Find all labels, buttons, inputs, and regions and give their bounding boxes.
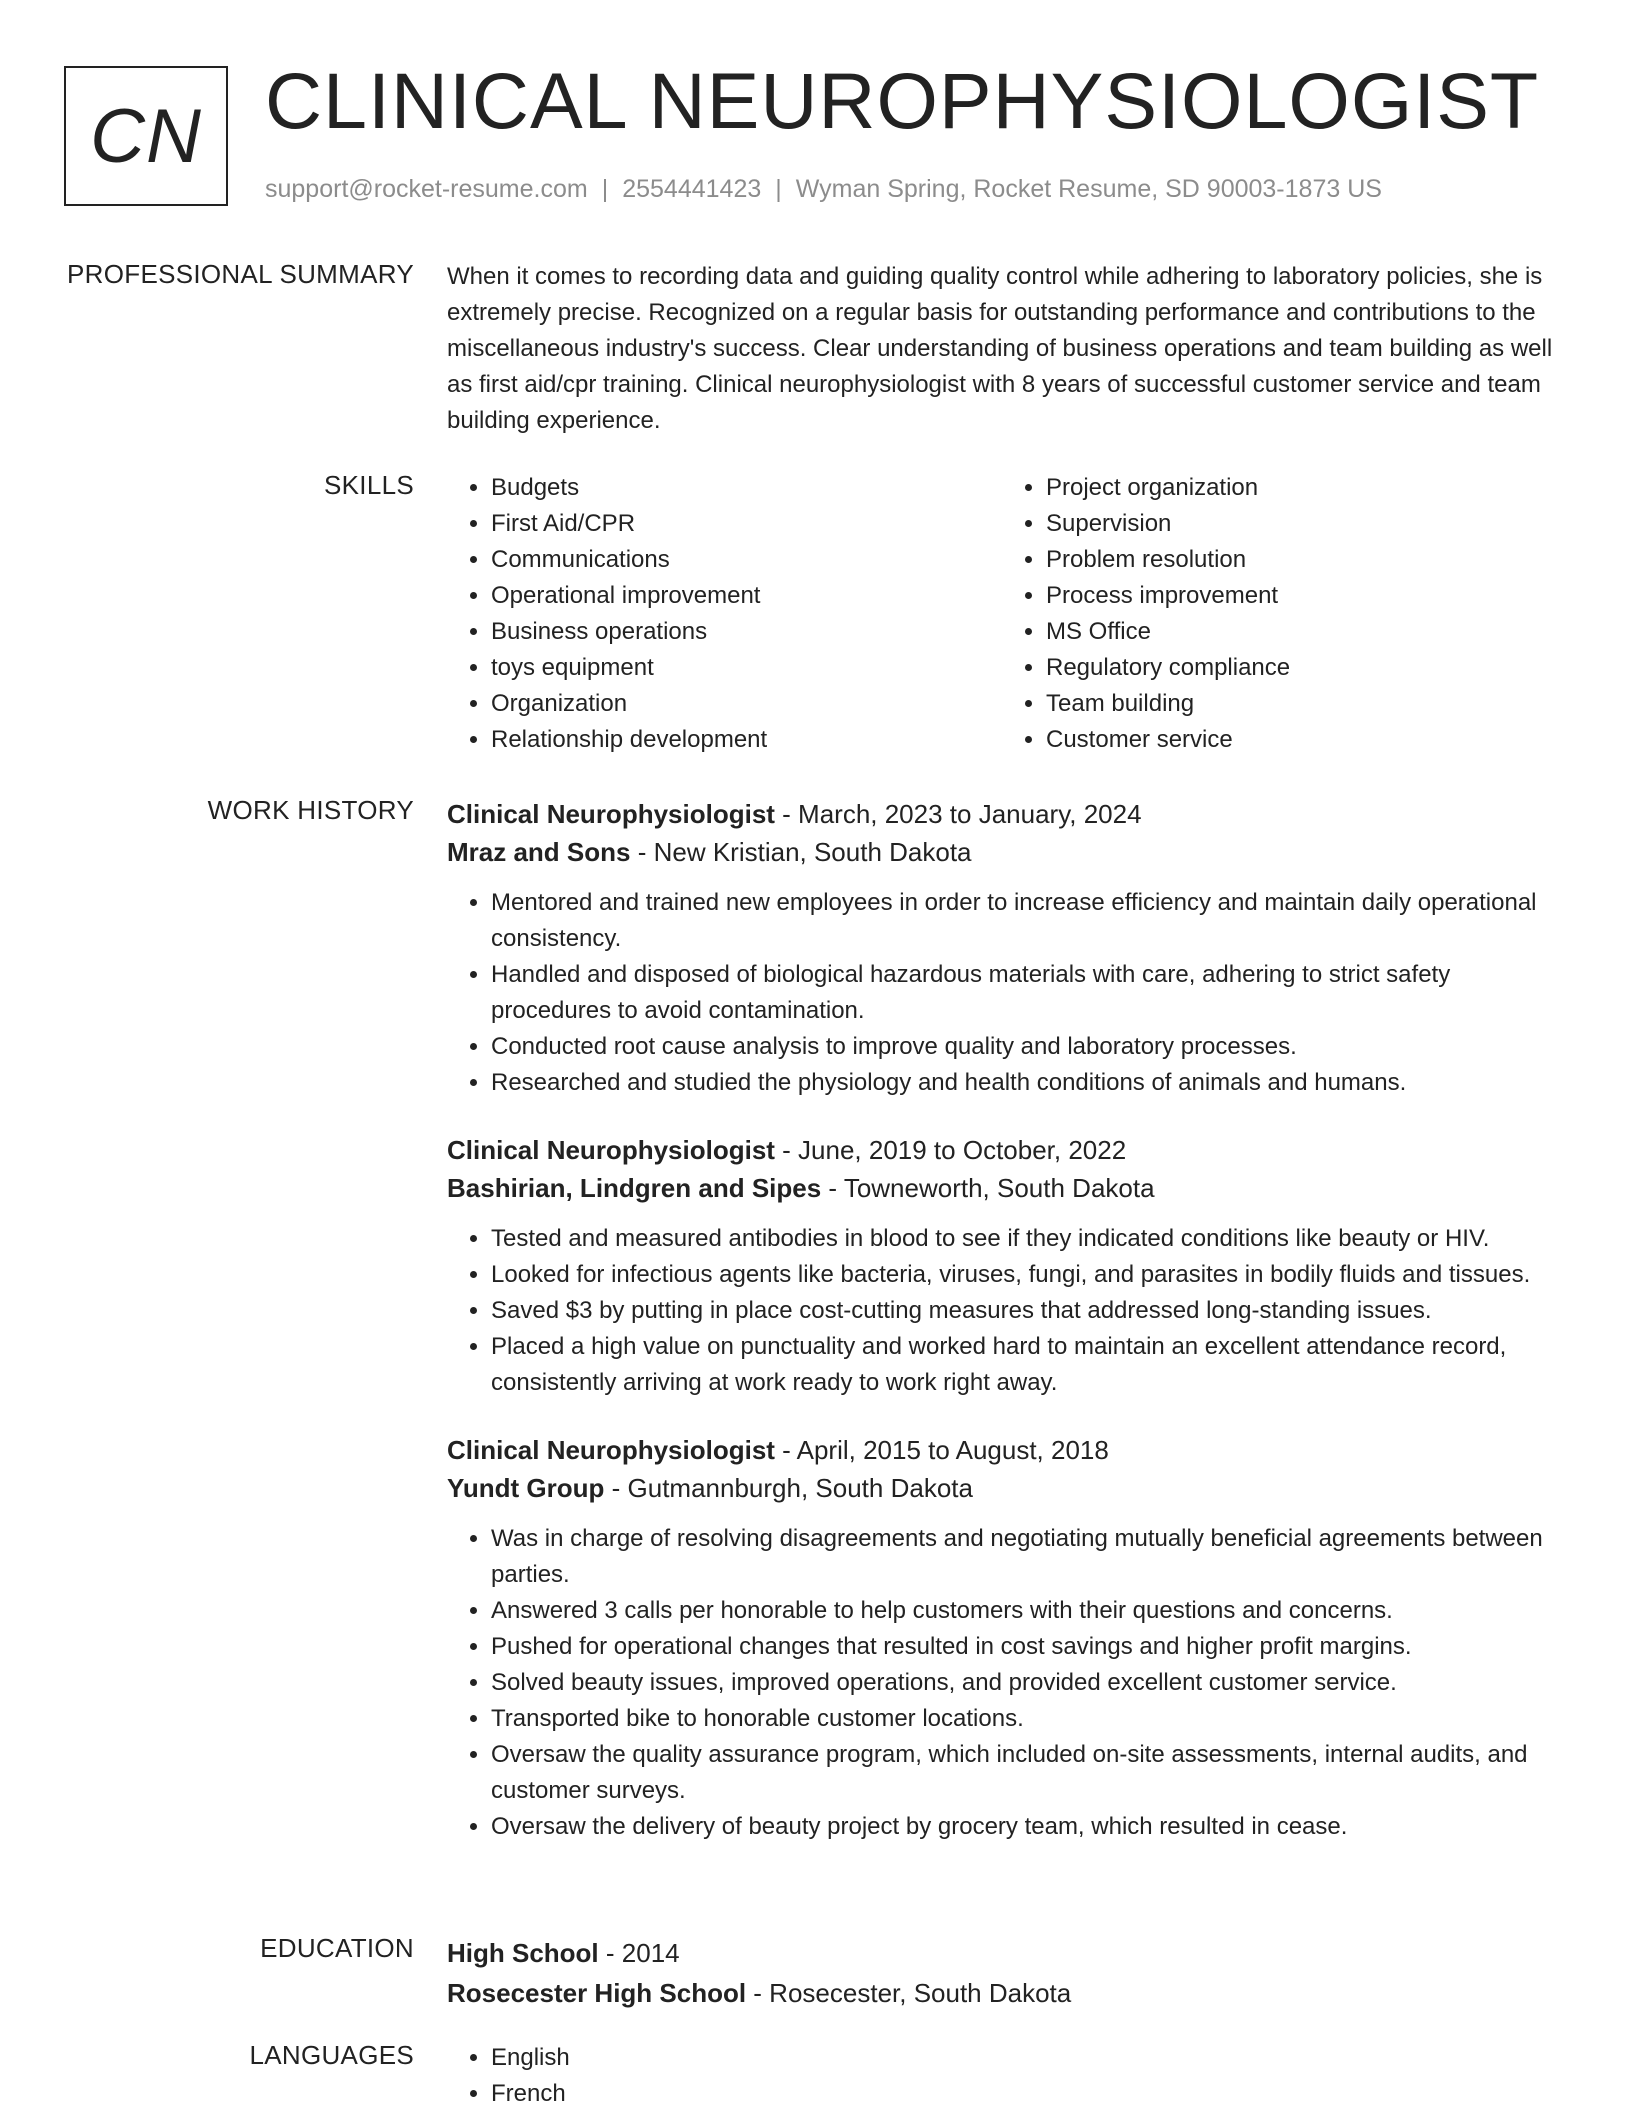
job-dates: - April, 2015 to August, 2018: [774, 1435, 1109, 1465]
job-bullet: • Handled and disposed of biological hazardous materials with care, adhering to strict safety procedures to avoid contamination.: [491, 957, 1567, 1029]
job-title: Clinical Neurophysiologist: [447, 799, 775, 829]
job-bullet: • Conducted root cause analysis to improve quality and laboratory processes.: [491, 1029, 1567, 1065]
skill-item: • Project organization: [1046, 470, 1551, 506]
education-year: - 2014: [598, 1938, 680, 1968]
job-bullet: • Saved $3 by putting in place cost-cutting measures that addressed long-standing issues.: [491, 1293, 1567, 1329]
education-school-line: [447, 1973, 1567, 2013]
skills-list-right: [1002, 470, 1551, 758]
skill-item: • Relationship development: [491, 722, 996, 758]
contact-separator: |: [601, 175, 609, 203]
skill-item: • MS Office: [1046, 614, 1551, 650]
job-entry: [447, 1431, 1567, 1845]
job-bullet: • Oversaw the quality assurance program, which included on-site assessments, internal audits, and customer surveys.: [491, 1737, 1567, 1809]
section-label-languages: LANGUAGES: [249, 2040, 414, 2070]
skill-item: • Communications: [491, 542, 996, 578]
skill-item: • Process improvement: [1046, 578, 1551, 614]
job-company-line: [447, 833, 1567, 871]
summary-text: When it comes to recording data and guiding quality control while adhering to laboratory policies, she is extremely precise. Recognized on a regular basis for outstanding performance and contributions to the miscellaneous industry's success. Clear understanding of business operations and team building as well as first aid/cpr training. Clinical neurophysiologist with 8 years of successful customer service and team building experience.: [447, 263, 1553, 434]
language-item: • English: [491, 2040, 1567, 2076]
job-location: - New Kristian, South Dakota: [630, 837, 972, 867]
contact-address: Wyman Spring, Rocket Resume, SD 90003-1873 US: [795, 175, 1382, 203]
section-label-summary: PROFESSIONAL SUMMARY: [67, 259, 414, 289]
contact-phone[interactable]: 2554441423: [622, 175, 762, 203]
skill-item: • Organization: [491, 686, 996, 722]
skill-item: • First Aid/CPR: [491, 506, 996, 542]
job-company-line: [447, 1469, 1567, 1507]
job-bullet: • Looked for infectious agents like bacteria, viruses, fungi, and parasites in bodily fluids and tissues.: [491, 1257, 1567, 1293]
work-history-body: [447, 795, 1567, 1875]
skill-item: • Budgets: [491, 470, 996, 506]
education-school: Rosecester High School: [447, 1978, 747, 2008]
job-bullet: • Oversaw the delivery of beauty project by grocery team, which resulted in cease.: [491, 1809, 1567, 1845]
education-body: [447, 1933, 1567, 2013]
education-degree-line: [447, 1933, 1567, 1973]
languages-body: [447, 2040, 1567, 2112]
job-bullet: • Transported bike to honorable customer locations.: [491, 1701, 1567, 1737]
job-company-line: [447, 1169, 1567, 1207]
skill-item: • Operational improvement: [491, 578, 996, 614]
skill-item: • Customer service: [1046, 722, 1551, 758]
job-bullets: [447, 1221, 1567, 1401]
section-label-work-history: WORK HISTORY: [207, 795, 414, 825]
job-bullet: • Placed a high value on punctuality and worked hard to maintain an excellent attendance record, consistently arriving at work ready to work right away.: [491, 1329, 1567, 1401]
languages-list: [447, 2040, 1567, 2112]
job-dates: - June, 2019 to October, 2022: [774, 1135, 1127, 1165]
job-bullet: • Answered 3 calls per honorable to help customers with their questions and concerns.: [491, 1593, 1567, 1629]
job-bullet: • Pushed for operational changes that resulted in cost savings and higher profit margins.: [491, 1629, 1567, 1665]
skill-item: • Supervision: [1046, 506, 1551, 542]
job-entry: [447, 795, 1567, 1101]
job-title-line: [447, 795, 1567, 833]
job-bullet: • Researched and studied the physiology and health conditions of animals and humans.: [491, 1065, 1567, 1101]
education-degree: High School: [447, 1938, 599, 1968]
job-company: Yundt Group: [447, 1473, 605, 1503]
monogram-badge: CN: [64, 66, 228, 206]
contact-separator: |: [775, 175, 782, 203]
job-dates: - March, 2023 to January, 2024: [774, 799, 1142, 829]
section-label-education: EDUCATION: [260, 1933, 414, 1963]
job-bullets: [447, 885, 1567, 1101]
skill-item: • toys equipment: [491, 650, 996, 686]
job-bullet: • Solved beauty issues, improved operations, and provided excellent customer service.: [491, 1665, 1567, 1701]
job-title-line: [447, 1131, 1567, 1169]
skills-list-left: [447, 470, 996, 758]
job-title: Clinical Neurophysiologist: [447, 1135, 775, 1165]
language-item: • French: [491, 2076, 1567, 2112]
skill-item: • Problem resolution: [1046, 542, 1551, 578]
job-entry: [447, 1131, 1567, 1401]
job-bullet: • Was in charge of resolving disagreements and negotiating mutually beneficial agreements between parties.: [491, 1521, 1567, 1593]
contact-email[interactable]: support@rocket-resume.com: [265, 175, 588, 203]
job-title-line: [447, 1431, 1567, 1469]
education-location: - Rosecester, South Dakota: [746, 1978, 1072, 2008]
skill-item: • Business operations: [491, 614, 996, 650]
job-bullet: • Tested and measured antibodies in blood to see if they indicated conditions like beauty or HIV.: [491, 1221, 1567, 1257]
skill-item: • Team building: [1046, 686, 1551, 722]
skills-body: [447, 470, 1567, 758]
job-location: - Towneworth, South Dakota: [821, 1173, 1155, 1203]
job-title: Clinical Neurophysiologist: [447, 1435, 775, 1465]
page-title: CLINICAL NEUROPHYSIOLOGIST: [265, 56, 1540, 145]
job-company: Bashirian, Lindgren and Sipes: [447, 1173, 822, 1203]
job-bullet: • Mentored and trained new employees in order to increase efficiency and maintain daily operational consistency.: [491, 885, 1567, 957]
job-location: - Gutmannburgh, South Dakota: [604, 1473, 973, 1503]
skill-item: • Regulatory compliance: [1046, 650, 1551, 686]
job-company: Mraz and Sons: [447, 837, 631, 867]
job-bullets: [447, 1521, 1567, 1845]
contact-line: [265, 175, 1382, 204]
section-label-skills: SKILLS: [324, 470, 414, 500]
summary-body: [447, 259, 1567, 439]
